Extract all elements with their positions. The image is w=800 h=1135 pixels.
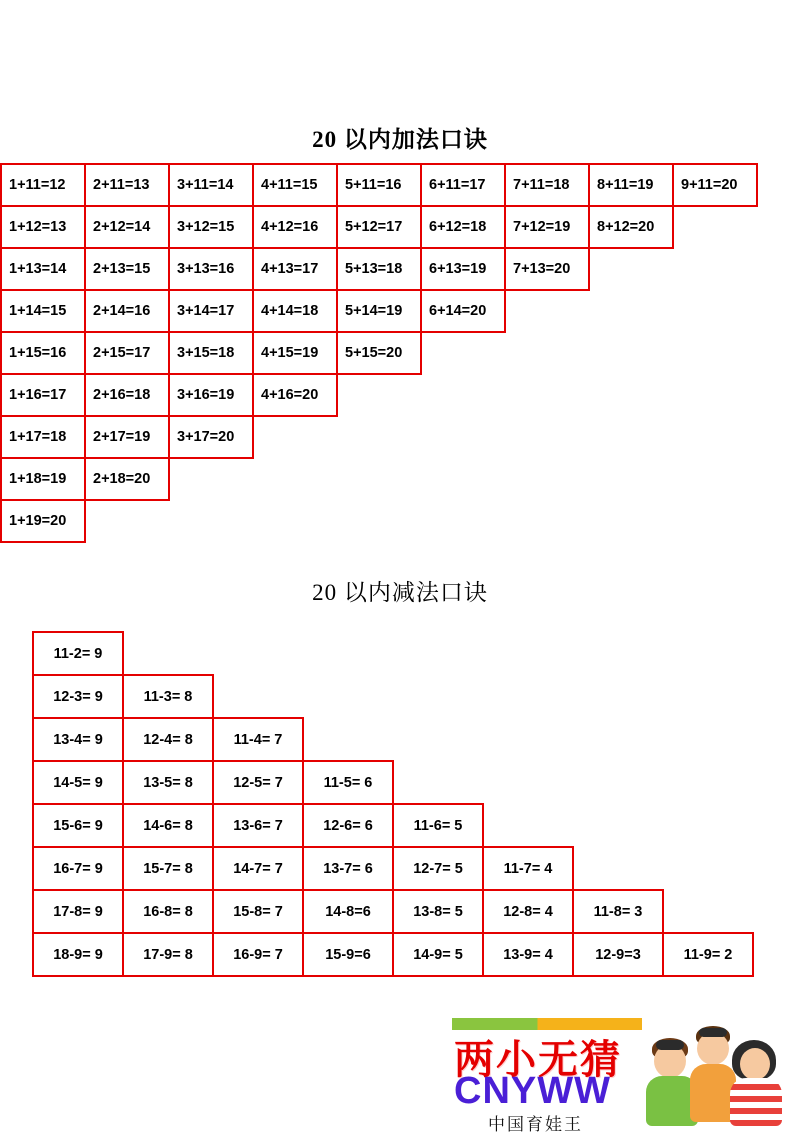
addition-row bbox=[0, 247, 758, 291]
addition-cell: 2+15=17 bbox=[84, 331, 170, 375]
addition-cell: 4+14=18 bbox=[252, 289, 338, 333]
addition-cell: 2+16=18 bbox=[84, 373, 170, 417]
addition-cell: 9+11=20 bbox=[672, 163, 758, 207]
subtraction-cell: 13-6= 7 bbox=[212, 803, 304, 848]
logo-brand-cn: 两小无猜 bbox=[454, 1037, 622, 1082]
brand-logo bbox=[452, 1018, 782, 1134]
subtraction-cell: 14-7= 7 bbox=[212, 846, 304, 891]
subtraction-cell: 13-4= 9 bbox=[32, 717, 124, 762]
addition-cell: 2+14=16 bbox=[84, 289, 170, 333]
addition-cell: 7+12=19 bbox=[504, 205, 590, 249]
addition-cell: 8+12=20 bbox=[588, 205, 674, 249]
subtraction-cell: 12-9=3 bbox=[572, 932, 664, 977]
addition-cell: 3+12=15 bbox=[168, 205, 254, 249]
subtraction-cell: 15-6= 9 bbox=[32, 803, 124, 848]
subtraction-cell: 12-7= 5 bbox=[392, 846, 484, 891]
addition-row bbox=[0, 373, 758, 417]
subtraction-table bbox=[32, 631, 754, 977]
addition-row bbox=[0, 205, 758, 249]
subtraction-row bbox=[32, 803, 754, 848]
addition-cell: 5+11=16 bbox=[336, 163, 422, 207]
subtraction-row bbox=[32, 631, 754, 676]
addition-cell: 3+14=17 bbox=[168, 289, 254, 333]
addition-cell: 5+14=19 bbox=[336, 289, 422, 333]
addition-row bbox=[0, 499, 758, 543]
addition-cell: 3+17=20 bbox=[168, 415, 254, 459]
addition-cell: 1+15=16 bbox=[0, 331, 86, 375]
addition-row bbox=[0, 331, 758, 375]
subtraction-cell: 15-8= 7 bbox=[212, 889, 304, 934]
subtraction-cell: 13-7= 6 bbox=[302, 846, 394, 891]
subtraction-title: 20 以内减法口诀 bbox=[312, 580, 488, 605]
logo-brand-en: CNYWW bbox=[454, 1070, 611, 1112]
addition-cell: 1+18=19 bbox=[0, 457, 86, 501]
subtraction-cell: 11-3= 8 bbox=[122, 674, 214, 719]
subtraction-cell: 14-8=6 bbox=[302, 889, 394, 934]
subtraction-cell: 12-4= 8 bbox=[122, 717, 214, 762]
logo-subtitle: 中国育娃王 bbox=[488, 1115, 583, 1134]
subtraction-cell: 16-9= 7 bbox=[212, 932, 304, 977]
subtraction-cell: 18-9= 9 bbox=[32, 932, 124, 977]
addition-cell: 5+12=17 bbox=[336, 205, 422, 249]
addition-cell: 6+13=19 bbox=[420, 247, 506, 291]
addition-cell: 3+11=14 bbox=[168, 163, 254, 207]
addition-cell: 6+12=18 bbox=[420, 205, 506, 249]
subtraction-cell: 12-5= 7 bbox=[212, 760, 304, 805]
subtraction-cell: 11-9= 2 bbox=[662, 932, 754, 977]
addition-row bbox=[0, 163, 758, 207]
addition-cell: 8+11=19 bbox=[588, 163, 674, 207]
subtraction-row bbox=[32, 760, 754, 805]
subtraction-cell: 15-7= 8 bbox=[122, 846, 214, 891]
addition-cell: 1+16=17 bbox=[0, 373, 86, 417]
subtraction-cell: 13-5= 8 bbox=[122, 760, 214, 805]
subtraction-cell: 11-4= 7 bbox=[212, 717, 304, 762]
addition-cell: 3+16=19 bbox=[168, 373, 254, 417]
subtraction-cell: 17-9= 8 bbox=[122, 932, 214, 977]
subtraction-cell: 13-9= 4 bbox=[482, 932, 574, 977]
subtraction-cell: 14-9= 5 bbox=[392, 932, 484, 977]
addition-cell: 2+18=20 bbox=[84, 457, 170, 501]
subtraction-cell: 11-2= 9 bbox=[32, 631, 124, 676]
addition-cell: 3+13=16 bbox=[168, 247, 254, 291]
subtraction-cell: 14-6= 8 bbox=[122, 803, 214, 848]
subtraction-row bbox=[32, 674, 754, 719]
addition-cell: 1+17=18 bbox=[0, 415, 86, 459]
addition-cell: 2+12=14 bbox=[84, 205, 170, 249]
subtraction-row bbox=[32, 846, 754, 891]
subtraction-cell: 12-3= 9 bbox=[32, 674, 124, 719]
addition-cell: 1+12=13 bbox=[0, 205, 86, 249]
family-illustration-icon bbox=[644, 1024, 784, 1126]
addition-cell: 7+13=20 bbox=[504, 247, 590, 291]
addition-cell: 7+11=18 bbox=[504, 163, 590, 207]
subtraction-cell: 11-6= 5 bbox=[392, 803, 484, 848]
addition-row bbox=[0, 457, 758, 501]
addition-cell: 6+14=20 bbox=[420, 289, 506, 333]
addition-cell: 3+15=18 bbox=[168, 331, 254, 375]
subtraction-cell: 15-9=6 bbox=[302, 932, 394, 977]
addition-cell: 4+12=16 bbox=[252, 205, 338, 249]
addition-cell: 1+11=12 bbox=[0, 163, 86, 207]
subtraction-row bbox=[32, 932, 754, 977]
addition-cell: 6+11=17 bbox=[420, 163, 506, 207]
addition-cell: 5+13=18 bbox=[336, 247, 422, 291]
addition-row bbox=[0, 289, 758, 333]
subtraction-cell: 11-8= 3 bbox=[572, 889, 664, 934]
subtraction-cell: 13-8= 5 bbox=[392, 889, 484, 934]
subtraction-row bbox=[32, 889, 754, 934]
addition-cell: 4+13=17 bbox=[252, 247, 338, 291]
addition-table bbox=[0, 163, 758, 543]
addition-cell: 2+11=13 bbox=[84, 163, 170, 207]
addition-cell: 1+19=20 bbox=[0, 499, 86, 543]
subtraction-cell: 16-8= 8 bbox=[122, 889, 214, 934]
addition-cell: 4+15=19 bbox=[252, 331, 338, 375]
addition-cell: 1+14=15 bbox=[0, 289, 86, 333]
subtraction-cell: 16-7= 9 bbox=[32, 846, 124, 891]
addition-cell: 1+13=14 bbox=[0, 247, 86, 291]
subtraction-cell: 11-7= 4 bbox=[482, 846, 574, 891]
subtraction-cell: 12-8= 4 bbox=[482, 889, 574, 934]
addition-cell: 5+15=20 bbox=[336, 331, 422, 375]
addition-cell: 2+13=15 bbox=[84, 247, 170, 291]
subtraction-cell: 14-5= 9 bbox=[32, 760, 124, 805]
addition-row bbox=[0, 415, 758, 459]
subtraction-row bbox=[32, 717, 754, 762]
subtraction-cell: 12-6= 6 bbox=[302, 803, 394, 848]
addition-cell: 4+16=20 bbox=[252, 373, 338, 417]
addition-cell: 2+17=19 bbox=[84, 415, 170, 459]
subtraction-cell: 17-8= 9 bbox=[32, 889, 124, 934]
addition-title: 20 以内加法口诀 bbox=[312, 127, 488, 152]
addition-cell: 4+11=15 bbox=[252, 163, 338, 207]
subtraction-cell: 11-5= 6 bbox=[302, 760, 394, 805]
